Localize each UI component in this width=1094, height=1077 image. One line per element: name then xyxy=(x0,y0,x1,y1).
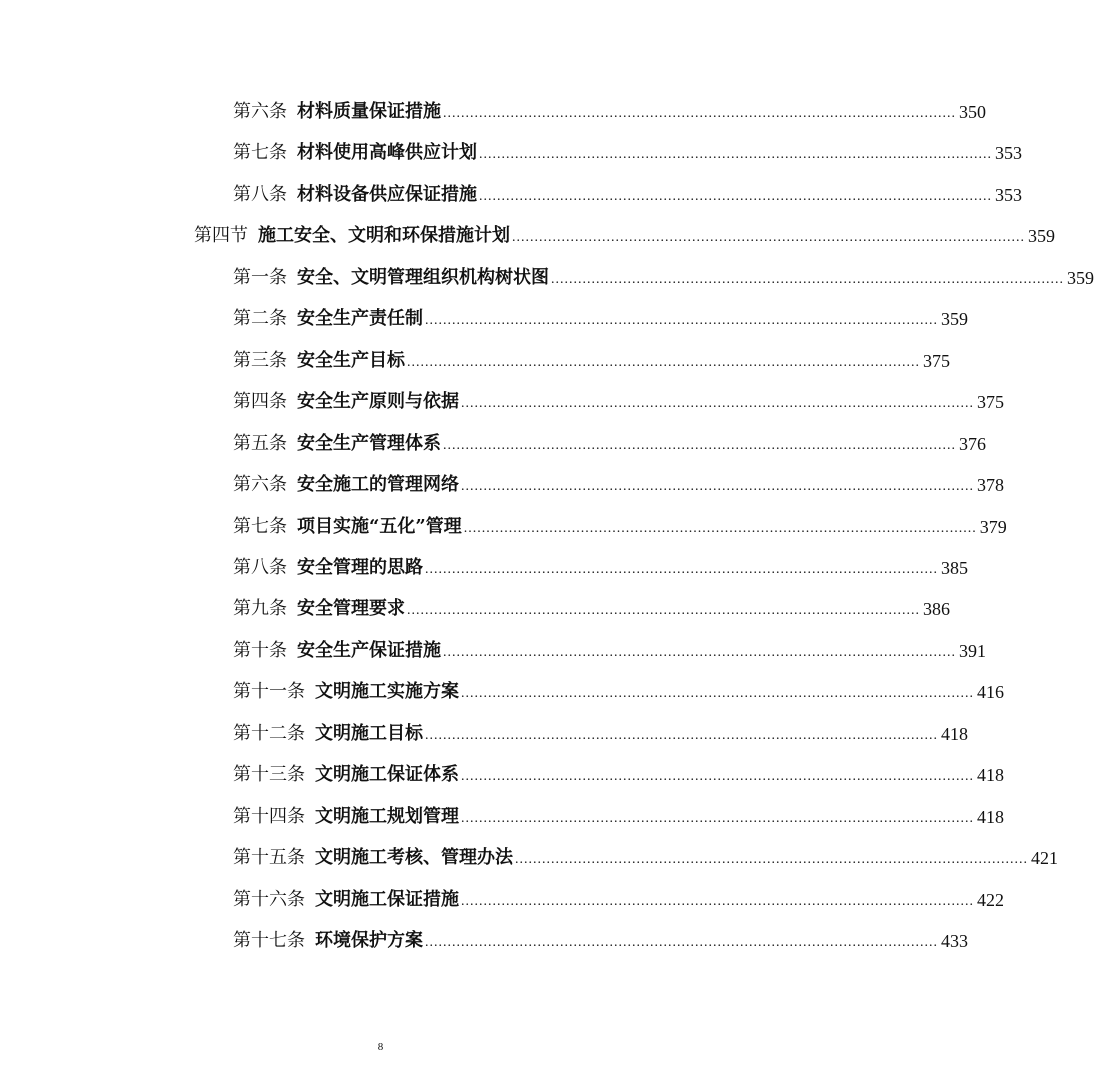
toc-entry[interactable] xyxy=(194,217,1055,247)
page-number: 8 xyxy=(377,1041,384,1053)
toc-entry-number: 第十二条 xyxy=(233,722,305,744)
toc-entry[interactable] xyxy=(233,922,968,952)
toc-entry-title: 材料使用高峰供应计划 xyxy=(297,142,477,164)
toc-entry[interactable] xyxy=(233,756,1004,786)
toc-leader-dots: .................................................................................................................. xyxy=(407,354,920,370)
toc-entry-number: 第四节 xyxy=(194,225,248,247)
toc-entry-title: 安全生产保证措施 xyxy=(297,639,441,661)
toc-entry-number: 第二条 xyxy=(233,308,287,330)
toc-entry-number: 第十三条 xyxy=(233,764,305,786)
toc-entry-number: 第六条 xyxy=(233,101,287,122)
toc-entry[interactable] xyxy=(233,715,968,745)
toc-entry-number: 第七条 xyxy=(233,515,287,537)
toc-entry-title: 文明施工考核、管理办法 xyxy=(315,847,513,869)
toc-entry[interactable] xyxy=(233,93,986,123)
toc-entry-number: 第十四条 xyxy=(233,805,305,827)
toc-entry[interactable] xyxy=(233,259,1094,289)
toc-entry-number: 第四条 xyxy=(233,391,287,413)
toc-entry-page: 416 xyxy=(977,682,1004,703)
toc-entry-page: 418 xyxy=(977,806,1004,827)
toc-leader-dots: .................................................................................................................. xyxy=(425,727,938,743)
toc-entry-page: 433 xyxy=(941,931,968,951)
toc-entry-number: 第八条 xyxy=(233,183,287,205)
toc-entry-page: 386 xyxy=(923,599,950,620)
toc-entry-title: 安全生产管理体系 xyxy=(297,432,441,454)
toc-entry-title: 文明施工保证措施 xyxy=(315,888,459,910)
toc-entry-number: 第十七条 xyxy=(233,930,305,951)
toc-entry-title: 安全生产原则与依据 xyxy=(297,391,459,413)
toc-leader-dots: .................................................................................................................. xyxy=(461,893,974,909)
toc-entry-number: 第八条 xyxy=(233,556,287,578)
toc-entry-page: 375 xyxy=(923,350,950,371)
toc-entry-page: 375 xyxy=(977,392,1004,413)
toc-entry-page: 418 xyxy=(941,723,968,744)
toc-entry-number: 第九条 xyxy=(233,598,287,620)
toc-leader-dots: .................................................................................................................. xyxy=(479,147,992,163)
toc-entry-page: 353 xyxy=(995,184,1022,205)
toc-entry-page: 350 xyxy=(959,102,986,122)
toc-entry-title: 项目实施“五化”管理 xyxy=(297,515,462,537)
toc-entry[interactable] xyxy=(233,881,1004,911)
toc-entry[interactable] xyxy=(233,134,1022,164)
toc-entry-number: 第十一条 xyxy=(233,681,305,703)
toc-leader-dots: .................................................................................................................. xyxy=(461,686,974,702)
toc-leader-dots: .................................................................................................................. xyxy=(479,188,992,204)
toc-entry-title: 安全生产责任制 xyxy=(297,308,423,330)
toc-leader-dots: .................................................................................................................. xyxy=(443,106,956,121)
toc-entry-title: 材料质量保证措施 xyxy=(297,101,441,122)
toc-entry-title: 文明施工规划管理 xyxy=(315,805,459,827)
toc-entry[interactable] xyxy=(233,425,986,455)
toc-entry-page: 385 xyxy=(941,557,968,578)
toc-entry-page: 359 xyxy=(1028,226,1055,247)
toc-entry-page: 391 xyxy=(959,640,986,661)
toc-entry-number: 第六条 xyxy=(233,474,287,496)
toc-leader-dots: .................................................................................................................. xyxy=(463,520,977,536)
toc-entry[interactable] xyxy=(233,466,1004,496)
toc-entry[interactable] xyxy=(233,798,1004,828)
toc-leader-dots: .................................................................................................................. xyxy=(461,769,974,785)
toc-entry-title: 安全管理的思路 xyxy=(297,556,423,578)
toc-leader-dots: .................................................................................................................. xyxy=(512,230,1025,246)
toc-entry-number: 第十条 xyxy=(233,639,287,661)
toc-entry-page: 421 xyxy=(1031,848,1058,869)
toc-entry-page: 359 xyxy=(1067,267,1094,288)
toc-entry-page: 359 xyxy=(941,309,968,330)
toc-entry-number: 第十六条 xyxy=(233,888,305,910)
toc-entry-page: 379 xyxy=(979,516,1007,537)
toc-entry[interactable] xyxy=(233,632,986,662)
toc-entry-number: 第十五条 xyxy=(233,847,305,869)
toc-leader-dots: .................................................................................................................. xyxy=(461,396,974,412)
toc-leader-dots: .................................................................................................................. xyxy=(551,271,1064,287)
toc-entry[interactable] xyxy=(233,839,1058,869)
toc-entry[interactable] xyxy=(233,549,968,579)
toc-entry[interactable] xyxy=(233,176,1022,206)
toc-leader-dots: .................................................................................................................. xyxy=(443,437,956,453)
toc-entry-page: 353 xyxy=(995,143,1022,164)
toc-leader-dots: .................................................................................................................. xyxy=(515,852,1028,868)
toc-entry[interactable] xyxy=(233,300,968,330)
toc-entry-page: 418 xyxy=(977,765,1004,786)
toc-entry-page: 422 xyxy=(977,889,1004,910)
toc-entry[interactable] xyxy=(233,383,1004,413)
toc-entry-number: 第五条 xyxy=(233,432,287,454)
toc-leader-dots: .................................................................................................................. xyxy=(407,603,920,619)
toc-leader-dots: .................................................................................................................. xyxy=(461,810,974,826)
toc-leader-dots: .................................................................................................................. xyxy=(425,313,938,329)
toc-entry-title: 环境保护方案 xyxy=(315,930,423,951)
toc-leader-dots: .................................................................................................................. xyxy=(425,561,938,577)
toc-entry-title: 安全施工的管理网络 xyxy=(297,474,459,496)
toc-entry-title: 安全管理要求 xyxy=(297,598,405,620)
toc-entry-title: 安全、文明管理组织机构树状图 xyxy=(297,266,549,288)
toc-entry-page: 378 xyxy=(977,475,1004,496)
toc-entry-title: 文明施工保证体系 xyxy=(315,764,459,786)
toc-leader-dots: .................................................................................................................. xyxy=(425,935,938,950)
toc-entry[interactable] xyxy=(233,673,1004,703)
toc-entry-number: 第一条 xyxy=(233,266,287,288)
toc-entry-number: 第七条 xyxy=(233,142,287,164)
toc-entry-number: 第三条 xyxy=(233,349,287,371)
toc-entry[interactable] xyxy=(233,342,950,372)
toc-leader-dots: .................................................................................................................. xyxy=(461,479,974,495)
toc-entry[interactable] xyxy=(233,590,950,620)
toc-leader-dots: .................................................................................................................. xyxy=(443,644,956,660)
toc-entry-title: 文明施工实施方案 xyxy=(315,681,459,703)
toc-entry[interactable] xyxy=(233,508,1007,538)
toc-entry-title: 材料设备供应保证措施 xyxy=(297,183,477,205)
toc-entry-title: 文明施工目标 xyxy=(315,722,423,744)
toc-entry-title: 施工安全、文明和环保措施计划 xyxy=(258,225,510,247)
toc-entry-title: 安全生产目标 xyxy=(297,349,405,371)
toc-entry-page: 376 xyxy=(959,433,986,454)
